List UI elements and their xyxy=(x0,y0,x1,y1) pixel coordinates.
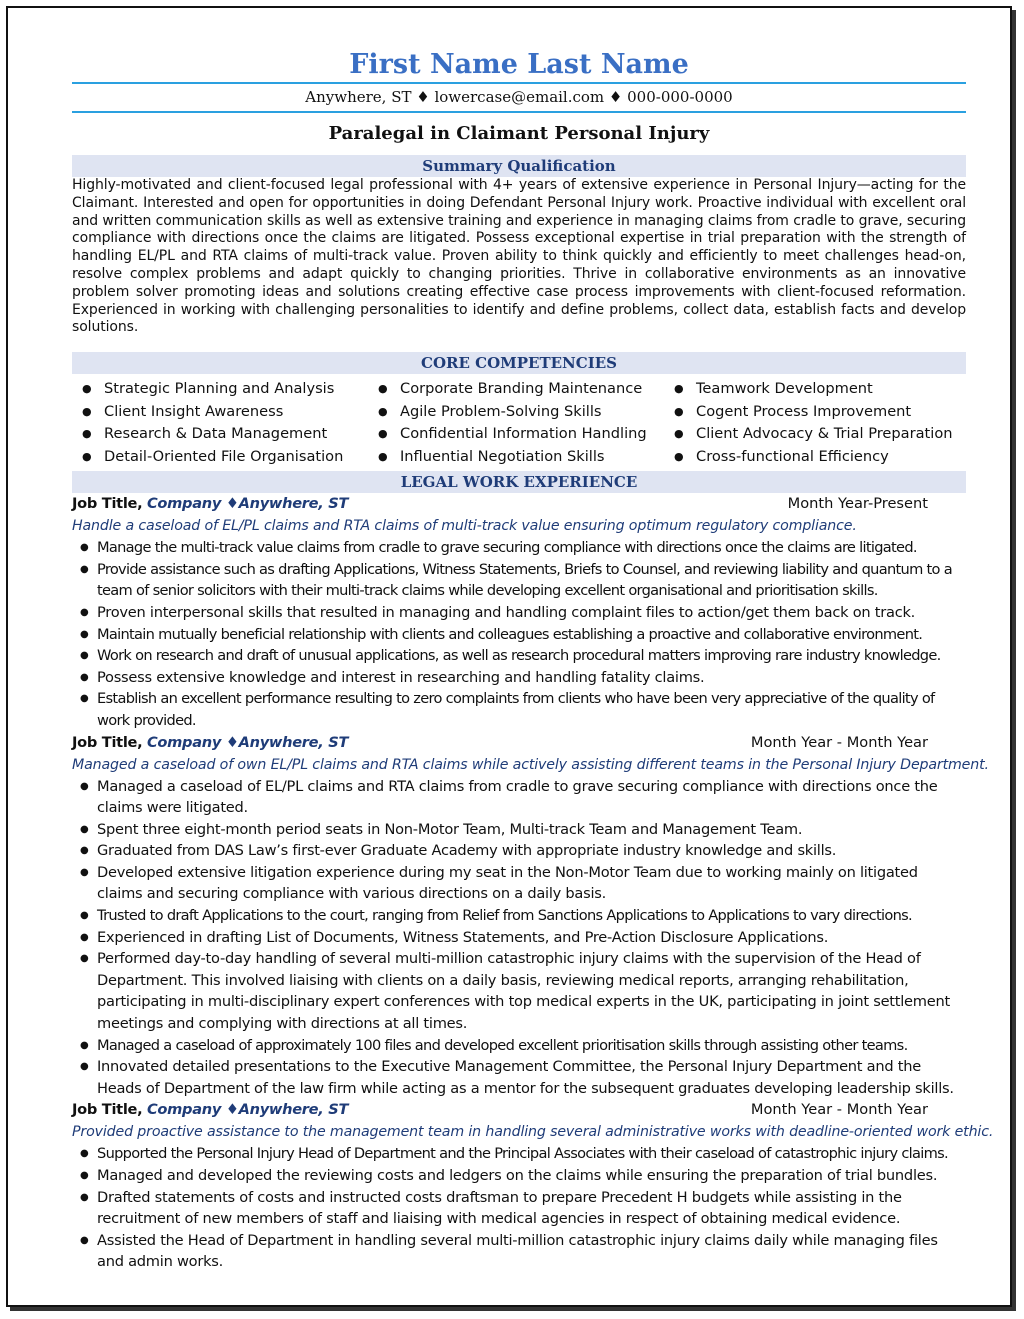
job-summary: Provided proactive assistance to the management team in handling several administrative works with deadline-oriented work ethic. xyxy=(72,1124,994,1141)
job-bullet: ● Trusted to draft Applications to the court, ranging from Relief from Sanctions Applications to Applications to vary directions. xyxy=(72,905,966,927)
competency-item: ● Client Advocacy & Trial Preparation xyxy=(664,423,966,446)
job-entry xyxy=(72,732,989,1100)
job-bullets xyxy=(72,1143,966,1273)
competency-item: ● Cross-functional Efficiency xyxy=(664,446,966,469)
job-bullets xyxy=(72,537,966,731)
competency-item: ● Influential Negotiation Skills xyxy=(368,446,664,469)
competency-item: ● Detail-Oriented File Organisation xyxy=(72,446,368,469)
candidate-name: First Name Last Name xyxy=(349,49,689,80)
competency-item: ● Corporate Branding Maintenance xyxy=(368,378,664,401)
job-bullet: ● Supported the Personal Injury Head of Department and the Principal Associates with their caseload of catastrophic injury claims. xyxy=(72,1143,966,1165)
job-bullet: ● Provide assistance such as drafting Applications, Witness Statements, Briefs to Counsel, and reviewing liability and quantum to a team of senior solicitors with their multi-track claims while developing excellent organisational and prioritisation skills. xyxy=(72,559,966,602)
job-company: Company ♦Anywhere, ST xyxy=(147,1101,349,1119)
competency-item: ● Teamwork Development xyxy=(664,378,966,401)
job-header xyxy=(72,732,966,754)
job-bullet: ● Work on research and draft of unusual applications, as well as research procedural matters improving rare industry knowledge. xyxy=(72,645,966,667)
job-summary: Handle a caseload of EL/PL claims and RTA claims of multi-track value ensuring optimum regulatory compliance. xyxy=(72,518,857,535)
page-frame xyxy=(6,6,1012,1307)
competency-item: ● Strategic Planning and Analysis xyxy=(72,378,368,401)
job-bullet: ● Performed day-to-day handling of several multi-million catastrophic injury claims with the supervision of the Head of Department. This involved liaising with clients on a daily basis, reviewing medical reports, arranging rehabilitation, participating in multi-disciplinary expert conferences with top medical experts in the UK, participating in joint settlement meetings and complying with directions at all times. xyxy=(72,948,966,1034)
job-title: Job Title, xyxy=(72,733,143,751)
job-dates: Month Year - Month Year xyxy=(750,733,928,751)
job-title: Job Title, xyxy=(72,1101,143,1119)
competency-item: ● Agile Problem-Solving Skills xyxy=(368,401,664,424)
competencies-column xyxy=(72,378,368,468)
job-bullet: ● Spent three eight-month period seats in Non-Motor Team, Multi-track Team and Management Team. xyxy=(72,819,966,841)
resume-document xyxy=(72,48,994,1273)
job-bullet: ● Innovated detailed presentations to the Executive Management Committee, the Personal Injury Department and the Heads of Department of the law firm while acting as a mentor for the subsequent graduates developing leadership skills. xyxy=(72,1056,966,1099)
competency-item: ● Client Insight Awareness xyxy=(72,401,368,424)
competencies-column xyxy=(368,378,664,468)
job-bullet: ● Proven interpersonal skills that resulted in managing and handling complaint files to action/get them back on track. xyxy=(72,602,966,624)
job-bullet: ● Experienced in drafting List of Documents, Witness Statements, and Pre-Action Disclosure Applications. xyxy=(72,927,966,949)
competency-item: ● Research & Data Management xyxy=(72,423,368,446)
summary-text: Highly-motivated and client-focused legal professional with 4+ years of extensive experience in Personal Injury—acting for the Claimant. Interested and open for opportunities in doing Defendant Personal Injury work. Proactive individual with excellent oral and written communication skills as well as extensive training and experience in managing claims from cradle to grave, securing compliance with directions once the claims are litigated. Possess exceptional expertise in trial preparation with the strength of handling EL/PL and RTA claims of multi-track value. Proven ability to think quickly and efficiently to meet challenges head-on, resolve complex problems and adapt quickly to changing priorities. Thrive in collaborative environments as an innovative problem solver promoting ideas and solutions creating effective case process improvements with client-focused reformation. Experienced in working with challenging personalities to identify and define problems, collect data, establish facts and develop solutions. xyxy=(72,177,966,336)
competencies-heading: CORE COMPETENCIES xyxy=(72,352,966,374)
competency-item: ● Cogent Process Improvement xyxy=(664,401,966,424)
job-summary: Managed a caseload of own EL/PL claims and RTA claims while actively assisting different teams in the Personal Injury Department. xyxy=(72,756,989,773)
job-company: Company ♦Anywhere, ST xyxy=(147,495,349,513)
job-title: Job Title, xyxy=(72,495,143,513)
job-bullet: ● Developed extensive litigation experience during my seat in the Non-Motor Team due to working mainly on litigated claims and securing compliance with various directions on a daily basis. xyxy=(72,862,966,905)
job-bullet: ● Managed and developed the reviewing costs and ledgers on the claims while ensuring the preparation of trial bundles. xyxy=(72,1165,966,1187)
job-bullet: ● Assisted the Head of Department in handling several multi-million catastrophic injury claims daily while managing files and admin works. xyxy=(72,1230,966,1273)
job-company: Company ♦Anywhere, ST xyxy=(147,733,349,751)
job-bullet: ● Drafted statements of costs and instructed costs draftsman to prepare Precedent H budgets while assisting in the recruitment of new members of staff and liaising with medical agencies in respect of obtaining medical evidence. xyxy=(72,1187,966,1230)
competencies-grid xyxy=(72,374,966,468)
competencies-column xyxy=(664,378,966,468)
job-bullet: ● Possess extensive knowledge and interest in researching and handling fatality claims. xyxy=(72,667,966,689)
job-bullets xyxy=(72,776,966,1100)
contact-line: Anywhere, ST ♦ lowercase@email.com ♦ 000-000-0000 xyxy=(305,88,733,106)
summary-heading: Summary Qualification xyxy=(72,155,966,177)
job-header xyxy=(72,1099,966,1121)
job-bullet: ● Maintain mutually beneficial relationship with clients and colleagues establishing a proactive and collaborative environment. xyxy=(72,624,966,646)
job-bullet: ● Managed a caseload of EL/PL claims and RTA claims from cradle to grave securing compliance with directions once the claims were litigated. xyxy=(72,776,966,819)
job-target-title: Paralegal in Claimant Personal Injury xyxy=(328,123,710,144)
job-entry xyxy=(72,493,966,731)
job-bullet: ● Establish an excellent performance resulting to zero complaints from clients who have been very appreciative of the quality of work provided. xyxy=(72,688,966,731)
job-header xyxy=(72,493,966,515)
job-entry xyxy=(72,1099,994,1273)
job-dates: Month Year - Month Year xyxy=(750,1101,928,1119)
job-bullet: ● Managed a caseload of approximately 100 files and developed excellent prioritisation skills through assisting other teams. xyxy=(72,1035,966,1057)
job-bullet: ● Manage the multi-track value claims from cradle to grave securing compliance with directions once the claims are litigated. xyxy=(72,537,966,559)
competency-item: ● Confidential Information Handling xyxy=(368,423,664,446)
experience-heading: LEGAL WORK EXPERIENCE xyxy=(72,471,966,493)
job-bullet: ● Graduated from DAS Law’s first-ever Graduate Academy with appropriate industry knowledge and skills. xyxy=(72,840,966,862)
job-dates: Month Year-Present xyxy=(787,495,928,513)
